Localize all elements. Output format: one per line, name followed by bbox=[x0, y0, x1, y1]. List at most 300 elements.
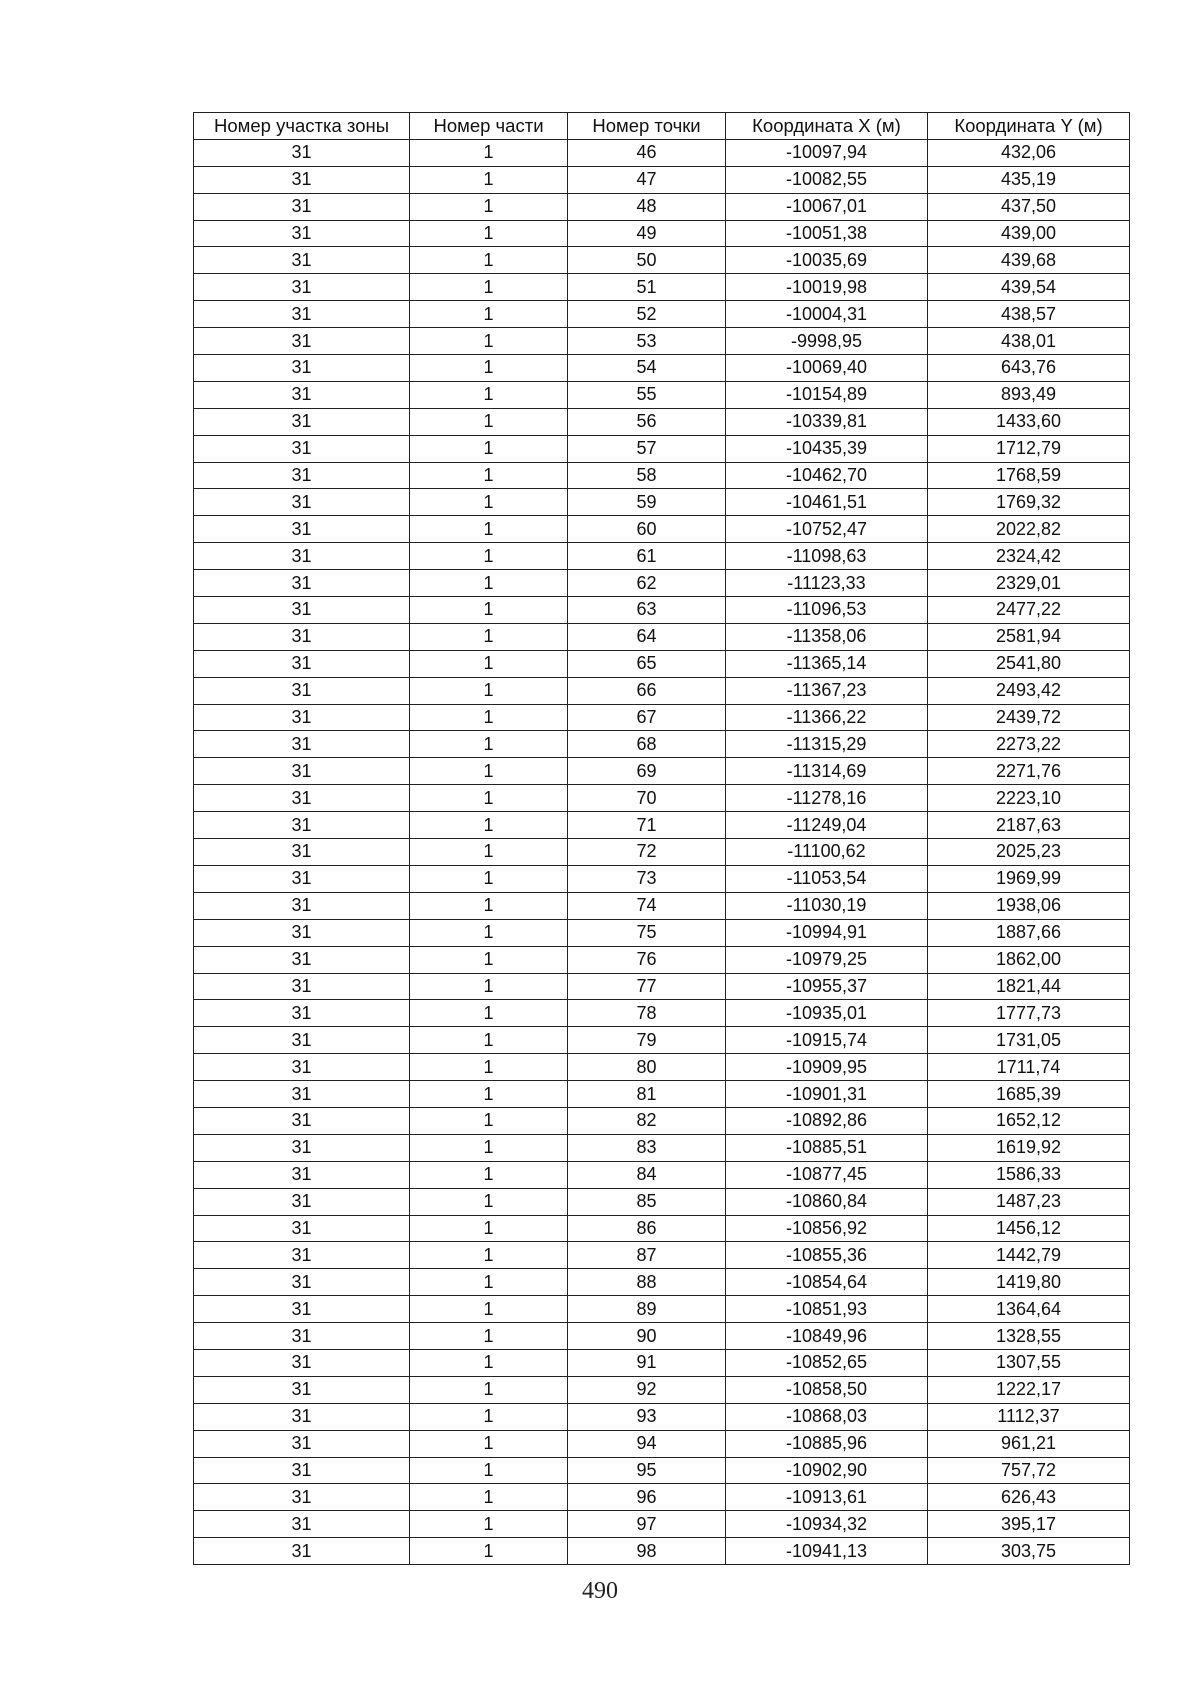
cell-coordinate-x: -10154,89 bbox=[726, 381, 928, 408]
cell-point-number: 55 bbox=[568, 381, 726, 408]
cell-part-number: 1 bbox=[410, 462, 568, 489]
cell-part-number: 1 bbox=[410, 328, 568, 355]
cell-coordinate-y: 1711,74 bbox=[928, 1054, 1130, 1081]
page-number: 490 bbox=[582, 1578, 618, 1604]
cell-zone-section: 31 bbox=[194, 1134, 410, 1161]
table-row bbox=[194, 274, 1130, 301]
cell-coordinate-x: -10994,91 bbox=[726, 919, 928, 946]
cell-point-number: 76 bbox=[568, 946, 726, 973]
cell-coordinate-y: 2493,42 bbox=[928, 677, 1130, 704]
cell-part-number: 1 bbox=[410, 839, 568, 866]
cell-point-number: 79 bbox=[568, 1027, 726, 1054]
cell-coordinate-y: 439,00 bbox=[928, 220, 1130, 247]
cell-zone-section: 31 bbox=[194, 1484, 410, 1511]
table-row bbox=[194, 139, 1130, 166]
cell-zone-section: 31 bbox=[194, 1538, 410, 1565]
cell-coordinate-x: -10752,47 bbox=[726, 516, 928, 543]
cell-coordinate-y: 2271,76 bbox=[928, 758, 1130, 785]
cell-zone-section: 31 bbox=[194, 1161, 410, 1188]
cell-coordinate-y: 1619,92 bbox=[928, 1134, 1130, 1161]
cell-point-number: 60 bbox=[568, 516, 726, 543]
cell-coordinate-x: -10855,36 bbox=[726, 1242, 928, 1269]
cell-coordinate-x: -10913,61 bbox=[726, 1484, 928, 1511]
header-point-number: Номер точки bbox=[568, 113, 726, 140]
cell-zone-section: 31 bbox=[194, 1349, 410, 1376]
cell-coordinate-x: -11315,29 bbox=[726, 731, 928, 758]
cell-coordinate-x: -11314,69 bbox=[726, 758, 928, 785]
cell-coordinate-y: 2324,42 bbox=[928, 543, 1130, 570]
table-row bbox=[194, 785, 1130, 812]
table-row bbox=[194, 597, 1130, 624]
cell-coordinate-x: -11249,04 bbox=[726, 812, 928, 839]
cell-point-number: 64 bbox=[568, 623, 726, 650]
cell-part-number: 1 bbox=[410, 892, 568, 919]
cell-point-number: 58 bbox=[568, 462, 726, 489]
table-row bbox=[194, 839, 1130, 866]
table-row bbox=[194, 1511, 1130, 1538]
cell-coordinate-y: 303,75 bbox=[928, 1538, 1130, 1565]
table-row bbox=[194, 1107, 1130, 1134]
table-row bbox=[194, 704, 1130, 731]
cell-point-number: 77 bbox=[568, 973, 726, 1000]
cell-part-number: 1 bbox=[410, 516, 568, 543]
header-part-number: Номер части bbox=[410, 113, 568, 140]
table-row bbox=[194, 193, 1130, 220]
table-row bbox=[194, 1000, 1130, 1027]
cell-part-number: 1 bbox=[410, 1269, 568, 1296]
cell-coordinate-y: 1433,60 bbox=[928, 408, 1130, 435]
table-row bbox=[194, 919, 1130, 946]
cell-coordinate-y: 1821,44 bbox=[928, 973, 1130, 1000]
cell-coordinate-y: 626,43 bbox=[928, 1484, 1130, 1511]
cell-zone-section: 31 bbox=[194, 623, 410, 650]
cell-point-number: 91 bbox=[568, 1349, 726, 1376]
cell-coordinate-y: 1328,55 bbox=[928, 1323, 1130, 1350]
table-row bbox=[194, 408, 1130, 435]
cell-coordinate-y: 1456,12 bbox=[928, 1215, 1130, 1242]
cell-part-number: 1 bbox=[410, 489, 568, 516]
cell-point-number: 48 bbox=[568, 193, 726, 220]
cell-point-number: 94 bbox=[568, 1430, 726, 1457]
cell-coordinate-x: -10462,70 bbox=[726, 462, 928, 489]
cell-part-number: 1 bbox=[410, 193, 568, 220]
cell-coordinate-x: -10339,81 bbox=[726, 408, 928, 435]
cell-point-number: 65 bbox=[568, 650, 726, 677]
table-row bbox=[194, 381, 1130, 408]
cell-point-number: 90 bbox=[568, 1323, 726, 1350]
cell-coordinate-y: 435,19 bbox=[928, 166, 1130, 193]
cell-coordinate-y: 432,06 bbox=[928, 139, 1130, 166]
table-row bbox=[194, 489, 1130, 516]
table-row bbox=[194, 435, 1130, 462]
cell-coordinate-y: 2187,63 bbox=[928, 812, 1130, 839]
table-row bbox=[194, 1296, 1130, 1323]
cell-coordinate-x: -10852,65 bbox=[726, 1349, 928, 1376]
table-row bbox=[194, 1215, 1130, 1242]
cell-coordinate-y: 395,17 bbox=[928, 1511, 1130, 1538]
cell-point-number: 82 bbox=[568, 1107, 726, 1134]
cell-point-number: 88 bbox=[568, 1269, 726, 1296]
cell-zone-section: 31 bbox=[194, 1323, 410, 1350]
cell-coordinate-y: 2022,82 bbox=[928, 516, 1130, 543]
table-row bbox=[194, 301, 1130, 328]
cell-zone-section: 31 bbox=[194, 1107, 410, 1134]
cell-zone-section: 31 bbox=[194, 650, 410, 677]
table-row bbox=[194, 543, 1130, 570]
cell-zone-section: 31 bbox=[194, 355, 410, 382]
cell-part-number: 1 bbox=[410, 623, 568, 650]
cell-zone-section: 31 bbox=[194, 1376, 410, 1403]
cell-zone-section: 31 bbox=[194, 1000, 410, 1027]
table-row bbox=[194, 355, 1130, 382]
cell-part-number: 1 bbox=[410, 1242, 568, 1269]
cell-coordinate-x: -10849,96 bbox=[726, 1323, 928, 1350]
cell-coordinate-y: 439,54 bbox=[928, 274, 1130, 301]
cell-point-number: 67 bbox=[568, 704, 726, 731]
cell-point-number: 75 bbox=[568, 919, 726, 946]
cell-part-number: 1 bbox=[410, 1376, 568, 1403]
cell-coordinate-x: -11366,22 bbox=[726, 704, 928, 731]
cell-part-number: 1 bbox=[410, 1134, 568, 1161]
cell-zone-section: 31 bbox=[194, 597, 410, 624]
cell-point-number: 46 bbox=[568, 139, 726, 166]
cell-zone-section: 31 bbox=[194, 892, 410, 919]
cell-zone-section: 31 bbox=[194, 1511, 410, 1538]
cell-coordinate-y: 1887,66 bbox=[928, 919, 1130, 946]
table-row bbox=[194, 1323, 1130, 1350]
cell-zone-section: 31 bbox=[194, 1081, 410, 1108]
cell-part-number: 1 bbox=[410, 1188, 568, 1215]
cell-coordinate-y: 1307,55 bbox=[928, 1349, 1130, 1376]
cell-zone-section: 31 bbox=[194, 193, 410, 220]
cell-coordinate-x: -11365,14 bbox=[726, 650, 928, 677]
table-row bbox=[194, 973, 1130, 1000]
cell-coordinate-y: 1364,64 bbox=[928, 1296, 1130, 1323]
table-row bbox=[194, 946, 1130, 973]
table-row bbox=[194, 1538, 1130, 1565]
cell-part-number: 1 bbox=[410, 1511, 568, 1538]
cell-zone-section: 31 bbox=[194, 328, 410, 355]
cell-part-number: 1 bbox=[410, 301, 568, 328]
table-row bbox=[194, 570, 1130, 597]
cell-zone-section: 31 bbox=[194, 731, 410, 758]
cell-part-number: 1 bbox=[410, 435, 568, 462]
cell-zone-section: 31 bbox=[194, 166, 410, 193]
cell-part-number: 1 bbox=[410, 1403, 568, 1430]
cell-coordinate-y: 961,21 bbox=[928, 1430, 1130, 1457]
cell-part-number: 1 bbox=[410, 650, 568, 677]
cell-zone-section: 31 bbox=[194, 274, 410, 301]
cell-coordinate-x: -10019,98 bbox=[726, 274, 928, 301]
cell-point-number: 72 bbox=[568, 839, 726, 866]
table-row bbox=[194, 1349, 1130, 1376]
cell-coordinate-x: -10435,39 bbox=[726, 435, 928, 462]
cell-part-number: 1 bbox=[410, 381, 568, 408]
cell-part-number: 1 bbox=[410, 1027, 568, 1054]
cell-coordinate-x: -10082,55 bbox=[726, 166, 928, 193]
cell-zone-section: 31 bbox=[194, 865, 410, 892]
cell-coordinate-y: 893,49 bbox=[928, 381, 1130, 408]
cell-part-number: 1 bbox=[410, 220, 568, 247]
cell-part-number: 1 bbox=[410, 812, 568, 839]
cell-coordinate-x: -10097,94 bbox=[726, 139, 928, 166]
cell-coordinate-y: 2223,10 bbox=[928, 785, 1130, 812]
cell-point-number: 71 bbox=[568, 812, 726, 839]
table-row bbox=[194, 677, 1130, 704]
table-row bbox=[194, 865, 1130, 892]
cell-zone-section: 31 bbox=[194, 919, 410, 946]
cell-zone-section: 31 bbox=[194, 301, 410, 328]
cell-part-number: 1 bbox=[410, 1538, 568, 1565]
cell-part-number: 1 bbox=[410, 704, 568, 731]
cell-part-number: 1 bbox=[410, 919, 568, 946]
table-row bbox=[194, 731, 1130, 758]
table-row bbox=[194, 812, 1130, 839]
cell-coordinate-x: -11096,53 bbox=[726, 597, 928, 624]
table-row bbox=[194, 1457, 1130, 1484]
cell-part-number: 1 bbox=[410, 1081, 568, 1108]
cell-part-number: 1 bbox=[410, 274, 568, 301]
cell-point-number: 83 bbox=[568, 1134, 726, 1161]
cell-point-number: 62 bbox=[568, 570, 726, 597]
table-row bbox=[194, 1134, 1130, 1161]
cell-zone-section: 31 bbox=[194, 1215, 410, 1242]
cell-zone-section: 31 bbox=[194, 1188, 410, 1215]
cell-coordinate-x: -10885,51 bbox=[726, 1134, 928, 1161]
cell-coordinate-y: 2329,01 bbox=[928, 570, 1130, 597]
cell-coordinate-y: 1969,99 bbox=[928, 865, 1130, 892]
cell-point-number: 85 bbox=[568, 1188, 726, 1215]
cell-point-number: 73 bbox=[568, 865, 726, 892]
cell-coordinate-y: 1487,23 bbox=[928, 1188, 1130, 1215]
table-row bbox=[194, 758, 1130, 785]
cell-coordinate-x: -10860,84 bbox=[726, 1188, 928, 1215]
cell-zone-section: 31 bbox=[194, 462, 410, 489]
cell-point-number: 66 bbox=[568, 677, 726, 704]
cell-part-number: 1 bbox=[410, 166, 568, 193]
cell-point-number: 61 bbox=[568, 543, 726, 570]
cell-point-number: 81 bbox=[568, 1081, 726, 1108]
cell-coordinate-y: 439,68 bbox=[928, 247, 1130, 274]
cell-coordinate-y: 1112,37 bbox=[928, 1403, 1130, 1430]
cell-coordinate-x: -10935,01 bbox=[726, 1000, 928, 1027]
cell-part-number: 1 bbox=[410, 1323, 568, 1350]
cell-point-number: 49 bbox=[568, 220, 726, 247]
cell-coordinate-x: -11098,63 bbox=[726, 543, 928, 570]
table-row bbox=[194, 623, 1130, 650]
cell-zone-section: 31 bbox=[194, 946, 410, 973]
table-row bbox=[194, 1081, 1130, 1108]
cell-coordinate-y: 643,76 bbox=[928, 355, 1130, 382]
cell-coordinate-x: -10941,13 bbox=[726, 1538, 928, 1565]
cell-coordinate-x: -10979,25 bbox=[726, 946, 928, 973]
cell-part-number: 1 bbox=[410, 758, 568, 785]
cell-coordinate-x: -10901,31 bbox=[726, 1081, 928, 1108]
cell-part-number: 1 bbox=[410, 1054, 568, 1081]
cell-coordinate-y: 2273,22 bbox=[928, 731, 1130, 758]
cell-zone-section: 31 bbox=[194, 812, 410, 839]
cell-coordinate-y: 2581,94 bbox=[928, 623, 1130, 650]
cell-part-number: 1 bbox=[410, 1107, 568, 1134]
cell-coordinate-y: 2439,72 bbox=[928, 704, 1130, 731]
cell-point-number: 86 bbox=[568, 1215, 726, 1242]
cell-part-number: 1 bbox=[410, 139, 568, 166]
cell-point-number: 98 bbox=[568, 1538, 726, 1565]
cell-coordinate-x: -10877,45 bbox=[726, 1161, 928, 1188]
cell-coordinate-y: 1768,59 bbox=[928, 462, 1130, 489]
cell-part-number: 1 bbox=[410, 570, 568, 597]
table-row bbox=[194, 166, 1130, 193]
cell-part-number: 1 bbox=[410, 355, 568, 382]
cell-point-number: 51 bbox=[568, 274, 726, 301]
cell-zone-section: 31 bbox=[194, 381, 410, 408]
cell-coordinate-x: -10851,93 bbox=[726, 1296, 928, 1323]
cell-zone-section: 31 bbox=[194, 1054, 410, 1081]
cell-coordinate-x: -10856,92 bbox=[726, 1215, 928, 1242]
table-row bbox=[194, 247, 1130, 274]
cell-zone-section: 31 bbox=[194, 543, 410, 570]
cell-coordinate-x: -10004,31 bbox=[726, 301, 928, 328]
cell-coordinate-x: -10885,96 bbox=[726, 1430, 928, 1457]
cell-point-number: 47 bbox=[568, 166, 726, 193]
cell-coordinate-x: -10934,32 bbox=[726, 1511, 928, 1538]
header-zone-section: Номер участка зоны bbox=[194, 113, 410, 140]
cell-coordinate-x: -10854,64 bbox=[726, 1269, 928, 1296]
cell-coordinate-y: 1419,80 bbox=[928, 1269, 1130, 1296]
header-row bbox=[194, 113, 1130, 140]
cell-part-number: 1 bbox=[410, 865, 568, 892]
coordinates-table bbox=[193, 112, 1130, 1565]
cell-coordinate-x: -10051,38 bbox=[726, 220, 928, 247]
cell-coordinate-x: -11030,19 bbox=[726, 892, 928, 919]
cell-zone-section: 31 bbox=[194, 516, 410, 543]
cell-coordinate-y: 438,57 bbox=[928, 301, 1130, 328]
cell-coordinate-x: -11100,62 bbox=[726, 839, 928, 866]
cell-coordinate-x: -9998,95 bbox=[726, 328, 928, 355]
cell-part-number: 1 bbox=[410, 1161, 568, 1188]
table-row bbox=[194, 1188, 1130, 1215]
cell-zone-section: 31 bbox=[194, 704, 410, 731]
cell-point-number: 84 bbox=[568, 1161, 726, 1188]
cell-coordinate-x: -11358,06 bbox=[726, 623, 928, 650]
cell-coordinate-y: 1862,00 bbox=[928, 946, 1130, 973]
cell-coordinate-y: 1731,05 bbox=[928, 1027, 1130, 1054]
header-coordinate-x: Координата X (м) bbox=[726, 113, 928, 140]
cell-part-number: 1 bbox=[410, 1349, 568, 1376]
cell-coordinate-y: 1712,79 bbox=[928, 435, 1130, 462]
cell-part-number: 1 bbox=[410, 1000, 568, 1027]
cell-coordinate-y: 1685,39 bbox=[928, 1081, 1130, 1108]
cell-zone-section: 31 bbox=[194, 1296, 410, 1323]
table-row bbox=[194, 220, 1130, 247]
table-row bbox=[194, 516, 1130, 543]
cell-coordinate-x: -10069,40 bbox=[726, 355, 928, 382]
cell-part-number: 1 bbox=[410, 1430, 568, 1457]
cell-coordinate-y: 437,50 bbox=[928, 193, 1130, 220]
cell-part-number: 1 bbox=[410, 597, 568, 624]
cell-part-number: 1 bbox=[410, 1457, 568, 1484]
table-row bbox=[194, 1161, 1130, 1188]
cell-coordinate-x: -10067,01 bbox=[726, 193, 928, 220]
header-coordinate-y: Координата Y (м) bbox=[928, 113, 1130, 140]
cell-coordinate-x: -11123,33 bbox=[726, 570, 928, 597]
cell-part-number: 1 bbox=[410, 247, 568, 274]
cell-zone-section: 31 bbox=[194, 139, 410, 166]
cell-coordinate-y: 2025,23 bbox=[928, 839, 1130, 866]
table-row bbox=[194, 1242, 1130, 1269]
cell-coordinate-y: 1777,73 bbox=[928, 1000, 1130, 1027]
cell-point-number: 92 bbox=[568, 1376, 726, 1403]
cell-point-number: 78 bbox=[568, 1000, 726, 1027]
cell-point-number: 74 bbox=[568, 892, 726, 919]
cell-coordinate-y: 1586,33 bbox=[928, 1161, 1130, 1188]
cell-zone-section: 31 bbox=[194, 1269, 410, 1296]
cell-point-number: 59 bbox=[568, 489, 726, 516]
cell-point-number: 53 bbox=[568, 328, 726, 355]
table-row bbox=[194, 1430, 1130, 1457]
cell-coordinate-y: 1652,12 bbox=[928, 1107, 1130, 1134]
cell-zone-section: 31 bbox=[194, 1027, 410, 1054]
cell-zone-section: 31 bbox=[194, 247, 410, 274]
cell-point-number: 95 bbox=[568, 1457, 726, 1484]
table-row bbox=[194, 1403, 1130, 1430]
cell-coordinate-x: -11053,54 bbox=[726, 865, 928, 892]
cell-coordinate-x: -10868,03 bbox=[726, 1403, 928, 1430]
cell-point-number: 68 bbox=[568, 731, 726, 758]
table-row bbox=[194, 650, 1130, 677]
cell-part-number: 1 bbox=[410, 1296, 568, 1323]
cell-point-number: 96 bbox=[568, 1484, 726, 1511]
cell-zone-section: 31 bbox=[194, 785, 410, 812]
table-row bbox=[194, 1376, 1130, 1403]
cell-coordinate-x: -10909,95 bbox=[726, 1054, 928, 1081]
cell-part-number: 1 bbox=[410, 946, 568, 973]
cell-point-number: 97 bbox=[568, 1511, 726, 1538]
cell-part-number: 1 bbox=[410, 785, 568, 812]
cell-part-number: 1 bbox=[410, 677, 568, 704]
cell-coordinate-y: 757,72 bbox=[928, 1457, 1130, 1484]
cell-point-number: 80 bbox=[568, 1054, 726, 1081]
cell-point-number: 54 bbox=[568, 355, 726, 382]
cell-coordinate-y: 2541,80 bbox=[928, 650, 1130, 677]
cell-point-number: 50 bbox=[568, 247, 726, 274]
cell-zone-section: 31 bbox=[194, 973, 410, 1000]
cell-coordinate-x: -10915,74 bbox=[726, 1027, 928, 1054]
cell-point-number: 70 bbox=[568, 785, 726, 812]
table-row bbox=[194, 1027, 1130, 1054]
cell-zone-section: 31 bbox=[194, 220, 410, 247]
cell-zone-section: 31 bbox=[194, 1457, 410, 1484]
cell-coordinate-y: 1442,79 bbox=[928, 1242, 1130, 1269]
cell-zone-section: 31 bbox=[194, 677, 410, 704]
cell-coordinate-x: -11278,16 bbox=[726, 785, 928, 812]
cell-coordinate-x: -10858,50 bbox=[726, 1376, 928, 1403]
cell-point-number: 52 bbox=[568, 301, 726, 328]
cell-point-number: 87 bbox=[568, 1242, 726, 1269]
cell-coordinate-y: 2477,22 bbox=[928, 597, 1130, 624]
cell-point-number: 57 bbox=[568, 435, 726, 462]
cell-point-number: 69 bbox=[568, 758, 726, 785]
cell-zone-section: 31 bbox=[194, 1242, 410, 1269]
cell-coordinate-y: 438,01 bbox=[928, 328, 1130, 355]
cell-coordinate-x: -10035,69 bbox=[726, 247, 928, 274]
table-row bbox=[194, 1484, 1130, 1511]
cell-part-number: 1 bbox=[410, 408, 568, 435]
cell-part-number: 1 bbox=[410, 1215, 568, 1242]
cell-point-number: 89 bbox=[568, 1296, 726, 1323]
cell-zone-section: 31 bbox=[194, 839, 410, 866]
cell-point-number: 63 bbox=[568, 597, 726, 624]
